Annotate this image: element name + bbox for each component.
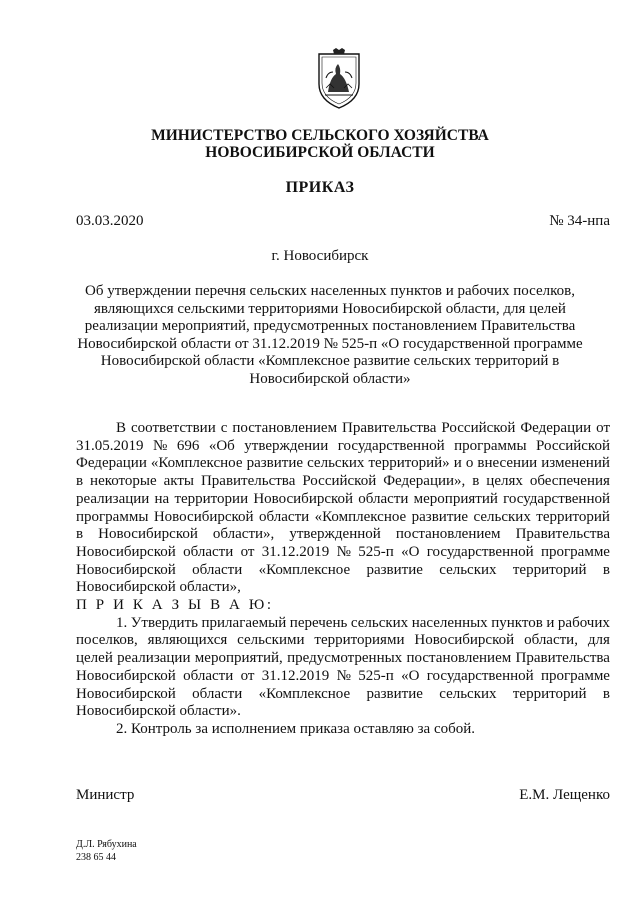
item-1-line: 1. Утвердить прилагаемый перечень сельских населенных пунктов и рабочих: [116, 614, 610, 631]
item-1-line: Новосибирской области».: [76, 703, 241, 720]
subject-line: Новосибирской области от 31.12.2019 № 525-п «О государственной программе: [77, 335, 583, 352]
item-1-line: целей реализации мероприятий, предусмотренных постановлением Правительства: [76, 650, 610, 667]
ministry-line-1: МИНИСТЕРСТВО СЕЛЬСКОГО ХОЗЯЙСТВА: [151, 127, 489, 144]
signatory-position: Министр: [76, 787, 135, 803]
order-word: П Р И К А З Ы В А Ю:: [76, 597, 274, 614]
document-title: ПРИКАЗ: [285, 179, 355, 196]
signatory-name: Е.М. Лещенко: [519, 787, 610, 803]
executor-info: [76, 838, 137, 864]
preamble-line: 31.05.2019 № 696 «Об утверждении государственной программы Российской: [76, 437, 610, 454]
subject-line: являющихся сельскими территориями Новосибирской области, для целей: [94, 300, 566, 317]
preamble-line: программы Новосибирской области «Комплексное развитие сельских территорий: [76, 508, 610, 525]
preamble-line: реализации на территории Новосибирской области мероприятий государственной: [76, 490, 610, 507]
order-body: [76, 420, 610, 739]
ministry-line-2: НОВОСИБИРСКОЙ ОБЛАСТИ: [205, 144, 435, 161]
subject-line: реализации мероприятий, предусмотренных постановлением Правительства: [84, 318, 576, 334]
subject-line: Об утверждении перечня сельских населенных пунктов и рабочих поселков,: [85, 283, 575, 299]
item-1-line: Новосибирской области от 31.12.2019 № 525-п «О государственной программе: [76, 667, 610, 684]
preamble-line: Новосибирской области «Комплексное развитие сельских территорий в: [76, 561, 610, 578]
order-date: 03.03.2020: [76, 213, 144, 229]
order-city: г. Новосибирск: [271, 248, 369, 264]
item-2: 2. Контроль за исполнением приказа оставляю за собой.: [116, 720, 476, 737]
order-subject: [70, 283, 590, 388]
preamble-line: Новосибирской области от 31.12.2019 № 525-п «О государственной программе: [76, 543, 610, 560]
preamble-line: В соответствии с постановлением Правительства Российской Федерации от: [116, 420, 610, 436]
subject-line: Новосибирской области»: [249, 370, 411, 387]
executor-name: Д.Л. Рябухина: [76, 839, 137, 850]
coat-of-arms-icon: [316, 48, 362, 110]
subject-line: Новосибирской области «Комплексное развитие сельских территорий в: [100, 353, 560, 369]
ministry-name: [0, 127, 640, 161]
item-1-line: Новосибирской области «Комплексное развитие сельских территорий в: [76, 685, 610, 702]
item-1-line: поселков, являющихся сельскими территориями Новосибирской области, для: [76, 632, 610, 649]
order-number: № 34-нпа: [549, 213, 610, 229]
preamble-line: в Новосибирской области», утвержденной постановлением Правительства: [76, 526, 610, 543]
preamble-line: Новосибирской области»,: [76, 579, 241, 596]
preamble-line: в некоторые акты Правительства Российской Федерации», в целях обеспечения: [76, 473, 610, 490]
preamble-line: Федерации «Комплексное развитие сельских территорий» и о внесении изменений: [76, 455, 610, 472]
executor-phone: 238 65 44: [76, 852, 116, 863]
